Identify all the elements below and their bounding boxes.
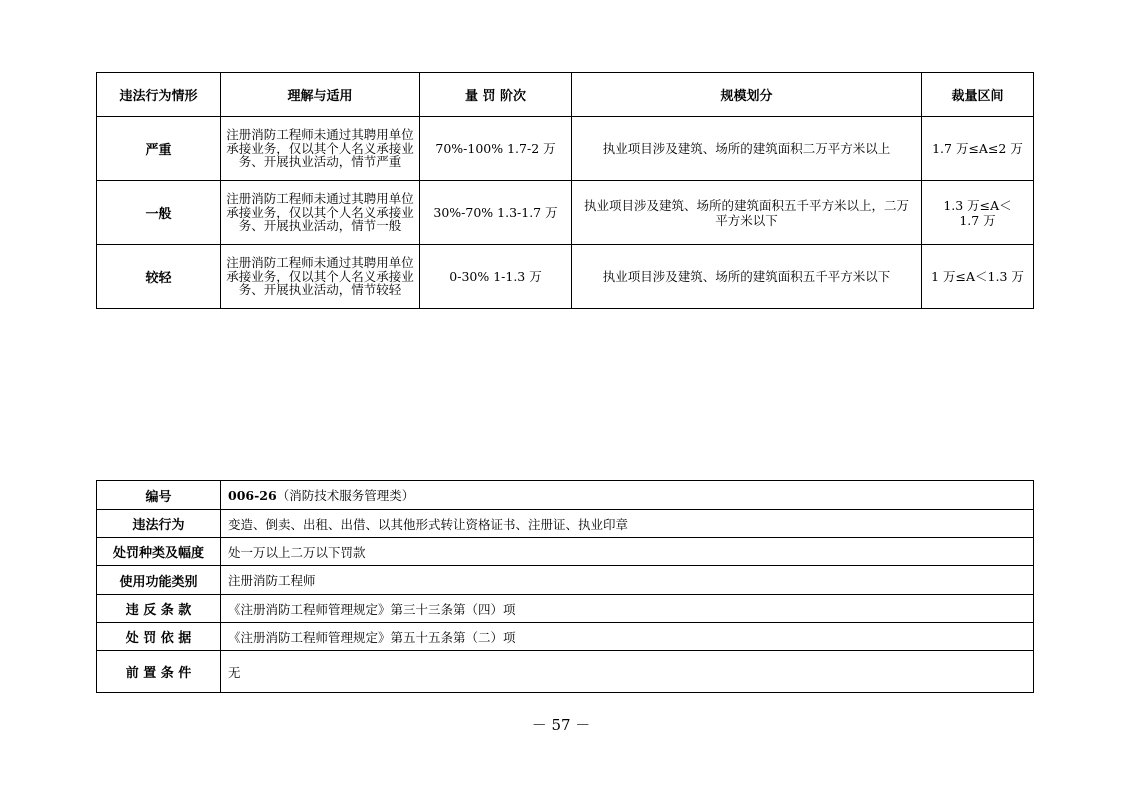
discretion-range: 1.7 万≤A≤2 万 [922,117,1034,181]
row-label: 处 罚 依 据 [97,623,221,651]
penalty-table [96,72,1034,309]
row-label: 违法行为 [97,510,221,538]
page-number: － 57 － [531,716,591,734]
discretion-range: 1.3 万≤A＜1.7 万 [922,181,1034,245]
penalty-tier: 30%-70% 1.3-1.7 万 [420,181,572,245]
info-table [96,480,1034,693]
row-label: 编号 [97,481,221,510]
row-label: 使用功能类别 [97,566,221,595]
row-value [221,481,1034,510]
understanding-cell: 注册消防工程师未通过其聘用单位承接业务，仅以其个人名义承接业务、开展执业活动，情节严重 [221,117,420,181]
scale-division: 执业项目涉及建筑、场所的建筑面积五千平方米以下 [572,245,922,309]
row-value: 变造、倒卖、出租、出借、以其他形式转让资格证书、注册证、执业印章 [221,510,1034,538]
row-label: 违 反 条 款 [97,595,221,623]
column-header: 理解与适用 [221,73,420,117]
severity-level: 一般 [97,181,221,245]
discretion-range: 1 万≤A＜1.3 万 [922,245,1034,309]
row-value: 《注册消防工程师管理规定》第五十五条第（二）项 [221,623,1034,651]
penalty-tier: 70%-100% 1.7-2 万 [420,117,572,181]
row-value: 注册消防工程师 [221,566,1034,595]
penalty-tier: 0-30% 1-1.3 万 [420,245,572,309]
column-header: 违法行为情形 [97,73,221,117]
row-value: 处一万以上二万以下罚款 [221,538,1034,566]
table-row [97,245,1034,309]
row-label: 前 置 条 件 [97,651,221,693]
info-row-violation [97,510,1034,538]
severity-level: 较轻 [97,245,221,309]
info-row-function-category [97,566,1034,595]
severity-level: 严重 [97,117,221,181]
info-row-violated-clause [97,595,1034,623]
case-category: （消防技术服务管理类） [276,488,415,503]
scale-division: 执业项目涉及建筑、场所的建筑面积五千平方米以上，二万平方米以下 [572,181,922,245]
info-row-id [97,481,1034,510]
column-header: 裁量区间 [922,73,1034,117]
row-label: 处罚种类及幅度 [97,538,221,566]
case-number: 006-26 [228,488,277,503]
row-value: 《注册消防工程师管理规定》第三十三条第（四）项 [221,595,1034,623]
table-header-row [97,73,1034,117]
row-value: 无 [221,651,1034,693]
info-row-penalty-type [97,538,1034,566]
column-header: 量 罚 阶次 [420,73,572,117]
info-row-penalty-basis [97,623,1034,651]
scale-division: 执业项目涉及建筑、场所的建筑面积二万平方米以上 [572,117,922,181]
understanding-cell: 注册消防工程师未通过其聘用单位承接业务，仅以其个人名义承接业务、开展执业活动，情节一般 [221,181,420,245]
table-row [97,181,1034,245]
info-row-precondition [97,651,1034,693]
column-header: 规模划分 [572,73,922,117]
table-row [97,117,1034,181]
understanding-cell: 注册消防工程师未通过其聘用单位承接业务，仅以其个人名义承接业务、开展执业活动，情节较轻 [221,245,420,309]
